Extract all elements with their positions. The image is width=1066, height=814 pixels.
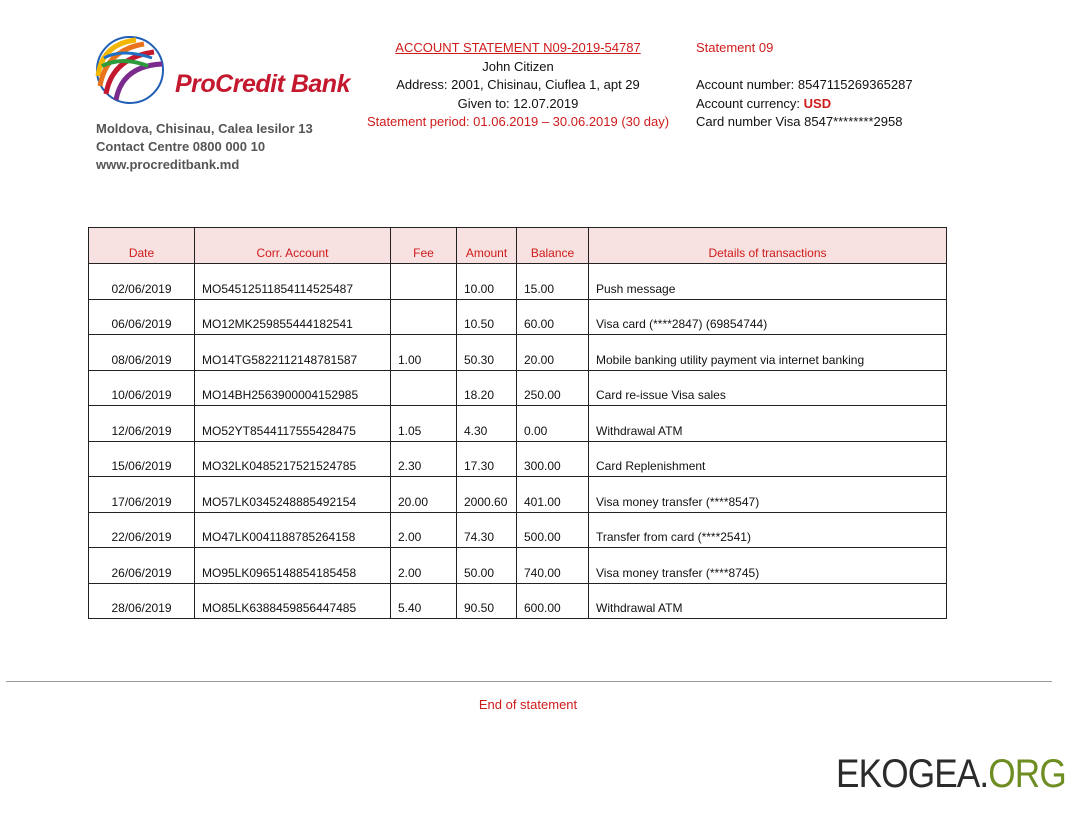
watermark <box>836 752 1066 797</box>
cell-date: 08/06/2019 <box>89 335 195 371</box>
bank-name: ProCredit Bank <box>175 70 350 98</box>
cell-date: 06/06/2019 <box>89 299 195 335</box>
bank-contact: Contact Centre 0800 000 10 <box>96 139 266 154</box>
table-row <box>89 477 947 513</box>
cell-balance: 0.00 <box>517 406 589 442</box>
table-header-row <box>89 228 947 264</box>
cell-balance: 401.00 <box>517 477 589 513</box>
cell-balance: 15.00 <box>517 264 589 300</box>
bank-address: Moldova, Chisinau, Calea Iesilor 13 <box>96 121 313 136</box>
divider <box>6 681 1052 682</box>
cell-amount: 50.30 <box>457 335 517 371</box>
cell-corr-account: MO95LK0965148854185458 <box>195 548 391 584</box>
cell-details: Transfer from card (****2541) <box>589 512 947 548</box>
header-corr-account: Corr. Account <box>195 228 391 264</box>
cell-fee: 1.00 <box>391 335 457 371</box>
cell-balance: 250.00 <box>517 370 589 406</box>
statement-period: Statement period: 01.06.2019 – 30.06.2019 (30 day) <box>366 114 670 129</box>
cell-fee: 2.00 <box>391 548 457 584</box>
cell-fee <box>391 264 457 300</box>
cell-balance: 300.00 <box>517 441 589 477</box>
statement-header <box>340 39 696 132</box>
cell-balance: 600.00 <box>517 583 589 619</box>
cell-fee: 1.05 <box>391 406 457 442</box>
bank-website: www.procreditbank.md <box>96 157 240 172</box>
cell-corr-account: MO14TG5822112148781587 <box>195 335 391 371</box>
cell-corr-account: MO85LK6388459856447485 <box>195 583 391 619</box>
currency-value: USD <box>803 95 832 111</box>
cell-amount: 90.50 <box>457 583 517 619</box>
cell-date: 26/06/2019 <box>89 548 195 584</box>
cell-fee: 2.30 <box>391 441 457 477</box>
statement-title: ACCOUNT STATEMENT N09-2019-54787 <box>395 40 641 55</box>
cell-date: 12/06/2019 <box>89 406 195 442</box>
cell-date: 28/06/2019 <box>89 583 195 619</box>
account-number: Account number: 8547115269365287 <box>696 77 913 92</box>
cell-date: 10/06/2019 <box>89 370 195 406</box>
bank-info <box>96 120 313 174</box>
transactions-table <box>88 227 947 619</box>
card-number: Card number Visa 8547********2958 <box>696 114 903 129</box>
cell-balance: 740.00 <box>517 548 589 584</box>
cell-details: Mobile banking utility payment via internet banking <box>589 335 947 371</box>
procredit-logo-icon <box>92 36 182 108</box>
cell-details: Withdrawal ATM <box>589 406 947 442</box>
account-currency: Account currency: USD <box>696 95 832 111</box>
cell-fee: 5.40 <box>391 583 457 619</box>
cell-amount: 10.00 <box>457 264 517 300</box>
cell-amount: 74.30 <box>457 512 517 548</box>
cell-details: Push message <box>589 264 947 300</box>
cell-details: Visa card (****2847) (69854744) <box>589 299 947 335</box>
cell-balance: 500.00 <box>517 512 589 548</box>
cell-details: Card re-issue Visa sales <box>589 370 947 406</box>
cell-amount: 10.50 <box>457 299 517 335</box>
given-to-date: Given to: 12.07.2019 <box>457 95 579 111</box>
table-row <box>89 264 947 300</box>
cell-details: Withdrawal ATM <box>589 583 947 619</box>
cell-amount: 50.00 <box>457 548 517 584</box>
cell-amount: 4.30 <box>457 406 517 442</box>
watermark-tld: ORG <box>988 752 1066 796</box>
statement-number: Statement 09 <box>696 40 774 55</box>
customer-name: John Citizen <box>482 58 554 74</box>
cell-corr-account: MO52YT8544117555428475 <box>195 406 391 442</box>
table-row <box>89 406 947 442</box>
cell-details: Visa money transfer (****8745) <box>589 548 947 584</box>
table-row <box>89 299 947 335</box>
cell-fee <box>391 299 457 335</box>
table-row <box>89 335 947 371</box>
customer-address: Address: 2001, Chisinau, Ciuflea 1, apt 29 <box>396 77 640 92</box>
cell-amount: 17.30 <box>457 441 517 477</box>
account-info <box>696 39 913 132</box>
cell-balance: 60.00 <box>517 299 589 335</box>
cell-date: 22/06/2019 <box>89 512 195 548</box>
header-date: Date <box>89 228 195 264</box>
table-row <box>89 583 947 619</box>
cell-amount: 18.20 <box>457 370 517 406</box>
header-fee: Fee <box>391 228 457 264</box>
table-row <box>89 370 947 406</box>
header-amount: Amount <box>457 228 517 264</box>
cell-corr-account: MO54512511854114525487 <box>195 264 391 300</box>
cell-fee: 20.00 <box>391 477 457 513</box>
cell-date: 17/06/2019 <box>89 477 195 513</box>
table-row <box>89 441 947 477</box>
cell-details: Visa money transfer (****8547) <box>589 477 947 513</box>
cell-date: 15/06/2019 <box>89 441 195 477</box>
cell-corr-account: MO47LK0041188785264158 <box>195 512 391 548</box>
cell-corr-account: MO12MK259855444182541 <box>195 299 391 335</box>
cell-amount: 2000.60 <box>457 477 517 513</box>
cell-balance: 20.00 <box>517 335 589 371</box>
cell-fee <box>391 370 457 406</box>
cell-details: Card Replenishment <box>589 441 947 477</box>
cell-corr-account: MO57LK0345248885492154 <box>195 477 391 513</box>
end-of-statement: End of statement <box>478 697 578 712</box>
table-row <box>89 512 947 548</box>
header-details: Details of transactions <box>589 228 947 264</box>
cell-fee: 2.00 <box>391 512 457 548</box>
header-balance: Balance <box>517 228 589 264</box>
cell-corr-account: MO32LK0485217521524785 <box>195 441 391 477</box>
cell-corr-account: MO14BH2563900004152985 <box>195 370 391 406</box>
cell-date: 02/06/2019 <box>89 264 195 300</box>
table-row <box>89 548 947 584</box>
watermark-name: EKOGEA. <box>836 752 989 796</box>
